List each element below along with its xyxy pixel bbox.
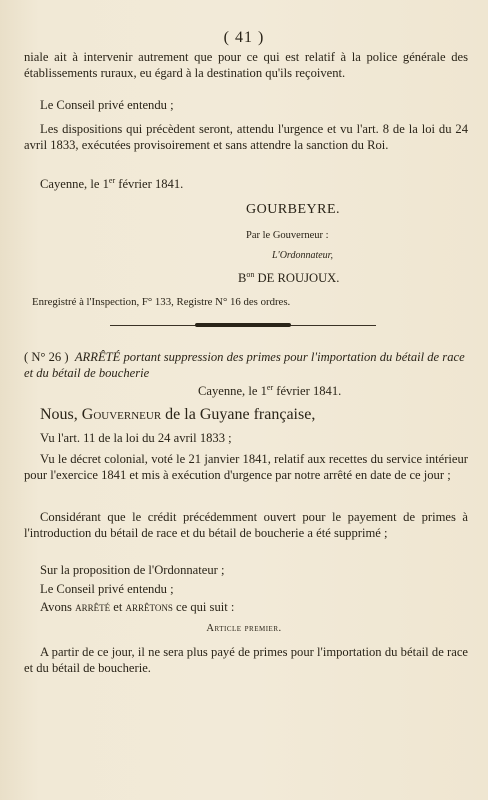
arrete-number: ( N° 26 ) [24, 350, 69, 364]
paragraph-conseil-prive-1: Le Conseil privé entendu ; [40, 98, 174, 112]
nous-gouverneur-line [40, 406, 315, 424]
arretons-word: arrêtons [125, 600, 173, 614]
page-number: ( 41 ) [223, 29, 265, 46]
paragraph-dispositions: Les dispositions qui précèdent seront, attendu l'urgence et vu l'art. 8 de la loi du 24 avril 1833, exécutées provisoirement et sans attendre la sanction du Roi. [24, 122, 468, 152]
date-line-1-sup: er [108, 175, 116, 185]
signature-gourbeyre: GOURBEYRE. [246, 202, 341, 217]
nous-word: Nous, [40, 406, 78, 423]
paragraph-continuation: niale ait à intervenir autrement que pour ce qui est relatif à la police générale des établissements ruraux, eu égard à la destination qu'ils reçoivent. [24, 50, 468, 80]
arrete-word: arrêté [75, 600, 111, 614]
arrete-title: ARRÊTÉ portant suppression des primes pour l'importation du bétail de race et du bétail de boucherie [24, 350, 465, 380]
avons-arrete-line [24, 600, 468, 616]
l-ordonnateur: L'Ordonnateur, [272, 250, 333, 261]
date-line-1 [24, 177, 468, 193]
section-divider-ornament [195, 323, 291, 327]
date-line-1-prefix: Cayenne, le 1 [40, 177, 109, 191]
date-line-2-sup: er [266, 382, 274, 392]
article-premier-text: A partir de ce jour, il ne sera plus payé de primes pour l'importation du bétail de race et du bétail de boucherie. [24, 645, 468, 675]
roujoux-sup: on [246, 269, 255, 279]
avons-rest: ce qui suit : [172, 600, 235, 614]
date-line-2-prefix: Cayenne, le 1 [198, 384, 267, 398]
avons-word: Avons [40, 600, 76, 614]
par-le-gouverneur: Par le Gouverneur : [246, 230, 329, 241]
roujoux-prefix: B [238, 271, 247, 285]
arrete-heading [24, 350, 472, 381]
paragraph-conseil-prive-2: Le Conseil privé entendu ; [40, 582, 174, 596]
sur-la-proposition: Sur la proposition de l'Ordonnateur ; [40, 563, 225, 577]
nous-rest: de la Guyane française, [161, 406, 316, 423]
vu-decret-colonial: Vu le décret colonial, voté le 21 janvier 1841, relatif aux recettes du service intérieur pour l'exercice 1841 et mis à exécution d'urgence par notre arrêté en date de ce jour ; [24, 452, 468, 482]
date-line-2-suffix: février 1841. [273, 384, 342, 398]
article-premier-heading: Article premier. [206, 623, 282, 634]
signature-roujoux [238, 271, 339, 286]
date-line-1-suffix: février 1841. [115, 177, 184, 191]
roujoux-suffix: DE ROUJOUX. [254, 271, 340, 285]
et-word: et [110, 600, 126, 614]
gouverneur-word: Gouverneur [81, 406, 162, 423]
registre-line: Enregistré à l'Inspection, F° 133, Registre N° 16 des ordres. [32, 296, 291, 308]
vu-article-11: Vu l'art. 11 de la loi du 24 avril 1833 ; [40, 431, 232, 445]
date-line-2 [198, 384, 341, 399]
considerant-paragraph: Considérant que le crédit précédemment ouvert pour le payement de primes à l'introduction du bétail de race et du bétail de boucherie a été supprimé ; [24, 510, 468, 540]
